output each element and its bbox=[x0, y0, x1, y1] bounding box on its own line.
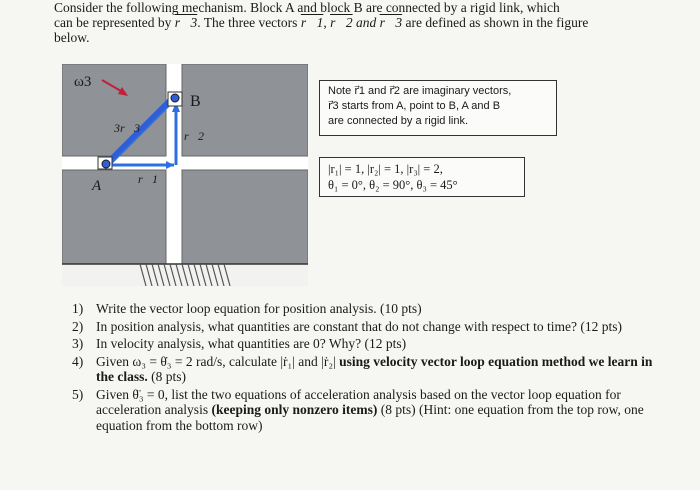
vector-r3-second: r⃗3 bbox=[379, 15, 403, 30]
question-list bbox=[72, 301, 672, 435]
question-text: In velocity analysis, what quantities are 0? Why? (12 pts) bbox=[96, 336, 407, 351]
note-line-1: Note r⃗1 and r⃗2 are imaginary vectors, bbox=[328, 85, 512, 97]
problem-intro bbox=[54, 0, 654, 45]
question-1 bbox=[72, 301, 672, 317]
question-2 bbox=[72, 319, 672, 335]
label-r1: r⃗1 bbox=[138, 172, 159, 186]
pin-a bbox=[102, 160, 110, 168]
question-5 bbox=[72, 387, 672, 434]
question-number: 1) bbox=[72, 301, 84, 316]
question-number: 5) bbox=[72, 386, 84, 402]
figure-background bbox=[62, 64, 308, 286]
vector-r3: r⃗3 bbox=[174, 15, 198, 30]
question-number: 3) bbox=[72, 336, 84, 351]
note-line-3: are connected by a rigid link. bbox=[328, 115, 469, 127]
label-a: A bbox=[92, 178, 102, 194]
intro-line-1: Consider the following mechanism. Block A and block B are connected by a rigid link, which bbox=[54, 0, 560, 15]
ground-hatching bbox=[62, 264, 308, 286]
question-3 bbox=[72, 336, 672, 352]
question-trailing-text: (8 pts) (Hint: one equation from the top row, one equation from the bottom row) bbox=[96, 402, 644, 433]
label-r2: r⃗2 bbox=[184, 129, 205, 143]
question-trailing-text: (8 pts) bbox=[147, 369, 186, 384]
pin-b bbox=[171, 94, 179, 102]
vector-r1: r⃗1 bbox=[300, 15, 324, 30]
note-box bbox=[319, 80, 557, 136]
label-3r3: 3r⃗3 bbox=[114, 121, 141, 135]
question-bold-text: (keeping only nonzero items) bbox=[211, 402, 378, 417]
intro-line-2: can be represented by r⃗3. The three vectors r⃗1, r⃗2 and r⃗3 are defined as shown in the figure bbox=[54, 15, 589, 30]
omega-label: ω3 bbox=[74, 74, 92, 90]
question-number: 2) bbox=[72, 318, 84, 334]
values-line-2: θ₁ = 0°, θ₂ = 90°, θ₃ = 45° bbox=[328, 178, 458, 192]
given-values-box bbox=[319, 157, 525, 197]
intro-line-3: below. bbox=[54, 30, 90, 45]
question-text: In position analysis, what quantities are constant that do not change with respect to time? (12 pts) bbox=[96, 318, 622, 334]
question-text: Given θ̈₃ = 0, list the two equations of acceleration analysis based on the vector loop equation for acceleration analysis bbox=[96, 386, 621, 417]
mechanism-figure bbox=[62, 64, 308, 286]
question-number: 4) bbox=[72, 353, 84, 369]
values-line-1: |r₁| = 1, |r₂| = 1, |r₃| = 2, bbox=[328, 162, 443, 176]
question-text: Given ω₃ = θ̇₃ = 2 rad/s, calculate |ṙ₁| and |ṙ₂| bbox=[96, 353, 340, 369]
vector-r2: r⃗2 bbox=[330, 15, 353, 30]
question-4 bbox=[72, 354, 672, 385]
question-text: Write the vector loop equation for position analysis. (10 pts) bbox=[96, 301, 422, 316]
note-line-2: r⃗3 starts from A, point to B, A and B bbox=[328, 100, 501, 112]
question-bold-text: using velocity vector loop equation method we learn in the class. bbox=[96, 353, 653, 384]
label-b: B bbox=[190, 93, 201, 110]
